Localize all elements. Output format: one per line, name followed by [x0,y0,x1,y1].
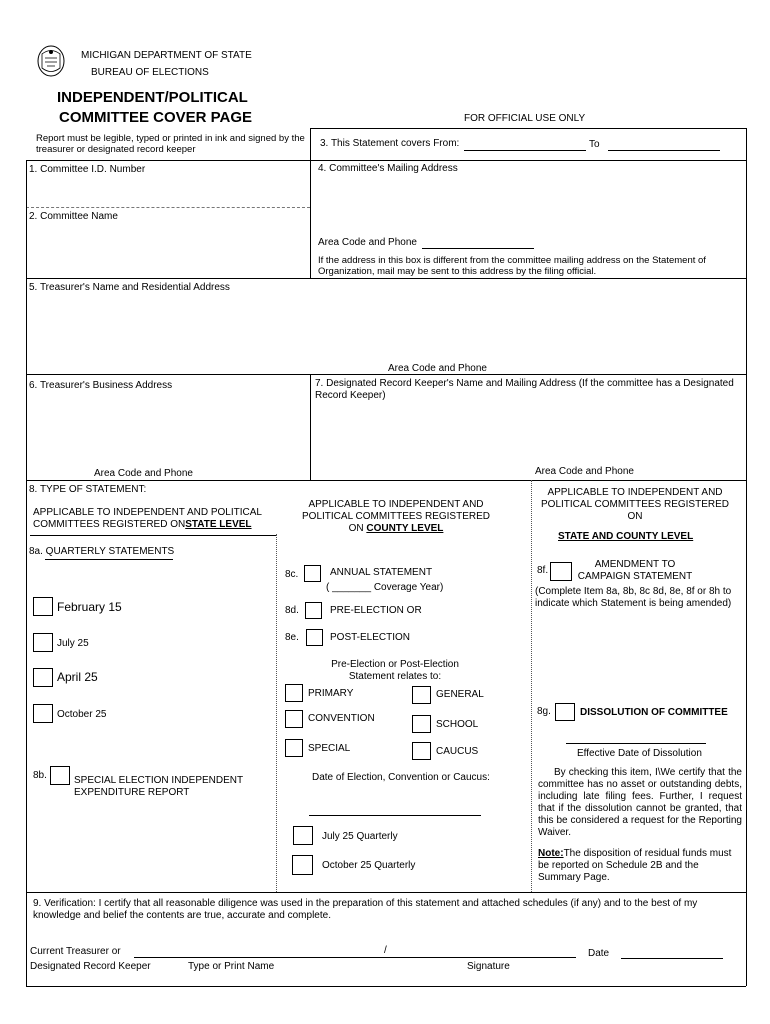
caucus-checkbox[interactable] [412,742,431,760]
amendment-label: AMENDMENT TO CAMPAIGN STATEMENT [577,559,693,582]
county-level-emphasis: COUNTY LEVEL [366,523,444,534]
caucus-label: CAUCUS [436,746,479,757]
state-level-text: APPLICABLE TO INDEPENDENT AND POLITICAL COMMITTEES REGISTERED ON [33,507,262,530]
type-print-name-label: Type or Print Name [188,961,275,972]
covers-from-field[interactable] [464,150,586,151]
grid-line [26,160,746,161]
item-8e-number: 8e. [285,632,299,643]
convention-checkbox[interactable] [285,710,303,728]
grid-line [26,986,746,987]
election-date-label: Date of Election, Convention or Caucus: [312,772,490,783]
address-note: If the address in this box is different from the committee mailing address on the Statement of Organization, mail may be sent to this address by the filing official. [318,255,706,278]
signature-date-field[interactable] [621,958,723,959]
special-election-label: SPECIAL ELECTION INDEPENDENT EXPENDITURE REPORT [74,775,243,798]
dissolution-certification: By checking this item, I\We certify that the committee has no asset or outstanding debts, including late filing fees. Further, I request that if the dissolution cannot be granted, that this be considered a request for the Reporting Waiver. [538,767,742,838]
covers-to-label: To [589,139,600,150]
form-title-line2: COMMITTEE COVER PAGE [59,109,253,126]
primary-checkbox[interactable] [285,684,303,702]
item-8c-number: 8c. [285,569,299,580]
note-text: The disposition of residual funds must be reported on Schedule 2B and the Summary Page. [538,848,732,883]
dissolution-date-label: Effective Date of Dissolution [577,748,702,759]
official-use-label: FOR OFFICIAL USE ONLY [464,113,586,124]
item-8d-number: 8d. [285,605,299,616]
item-8f-number: 8f. [537,565,549,576]
grid-line [276,534,277,892]
post-election-checkbox[interactable] [306,629,323,646]
october-25-label: October 25 [57,709,107,720]
convention-label: CONVENTION [308,713,375,724]
dissolution-date-field[interactable] [566,743,706,744]
july-25-checkbox[interactable] [33,633,53,652]
amendment-note: (Complete Item 8a, 8b, 8c 8d, 8e, 8f or 8h to indicate which Statement is being amended) [535,586,732,609]
mailing-address-label: 4. Committee's Mailing Address [318,163,458,174]
covers-to-field[interactable] [608,150,720,151]
grid-line [26,374,746,375]
grid-line [26,892,746,893]
school-checkbox[interactable] [412,715,431,733]
school-label: SCHOOL [436,719,479,730]
form-title-line1: INDEPENDENT/POLITICAL [57,89,248,106]
general-label: GENERAL [436,689,484,700]
special-label: SPECIAL [308,743,351,754]
treasurer-business-label: 6. Treasurer's Business Address [29,380,173,391]
july-25-quarterly-checkbox[interactable] [293,826,313,845]
statement-type-label: 8. TYPE OF STATEMENT: [29,484,147,495]
pre-election-label: PRE-ELECTION OR [330,605,422,616]
grid-line [310,128,746,129]
note-label: Note: [538,848,564,859]
bureau-name: BUREAU OF ELECTIONS [91,67,209,78]
treasurer-line1-label: Current Treasurer or [30,946,121,957]
verification-text: 9. Verification: I certify that all reasonable diligence was used in the preparation of this statement and attached schedules (if any) and to the best of my knowledge and belief the contents are true, accurate and complete. [33,898,698,921]
coverage-year-field[interactable]: ( _______ Coverage Year) [326,582,444,593]
october-25-checkbox[interactable] [33,704,53,723]
treasurer-business-field[interactable] [30,394,306,462]
grid-line [310,374,311,480]
section-divider [30,535,276,536]
quarterly-statements-label: 8a. QUARTERLY STATEMENTS [29,546,175,557]
covers-from-label: 3. This Statement covers From: [320,138,460,149]
special-election-checkbox[interactable] [50,766,70,785]
february-15-checkbox[interactable] [33,597,53,616]
february-15-label: February 15 [57,600,122,614]
treasurer-residential-label: 5. Treasurer's Name and Residential Address [29,282,230,293]
state-seal-logo [36,44,66,78]
april-25-label: April 25 [57,670,98,684]
grid-line [26,278,746,279]
april-25-checkbox[interactable] [33,668,53,687]
dissolution-checkbox[interactable] [555,703,575,721]
amendment-checkbox[interactable] [550,562,572,581]
item-8b-number: 8b. [33,770,47,781]
quarterly-underline [45,559,173,560]
area-code-phone-label: Area Code and Phone [94,468,193,479]
october-25-quarterly-label: October 25 Quarterly [322,860,416,871]
election-date-field[interactable] [309,815,481,816]
relates-to-label: Pre-Election or Post-Election Statement relates to: [331,659,459,682]
department-name: MICHIGAN DEPARTMENT OF STATE [81,50,252,61]
dissolution-label: DISSOLUTION OF COMMITTEE [580,707,728,718]
post-election-label: POST-ELECTION [330,632,411,643]
signature-divider: / [384,945,387,956]
county-level-text: APPLICABLE TO INDEPENDENT AND POLITICAL COMMITTEES REGISTERED ON [302,499,490,534]
legibility-instructions: Report must be legible, typed or printed in ink and signed by the treasurer or designated record keeper [36,133,305,156]
primary-label: PRIMARY [308,688,354,699]
record-keeper-label: 7. Designated Record Keeper's Name and Mailing Address (If the committee has a Designated Record Keeper) [315,378,734,401]
grid-line [310,128,311,278]
annual-statement-label: ANNUAL STATEMENT [330,567,433,578]
grid-line [531,480,532,892]
treasurer-residential-field[interactable] [30,296,742,358]
general-checkbox[interactable] [412,686,431,704]
treasurer-name-field[interactable] [134,957,576,958]
july-25-label: July 25 [57,638,89,649]
record-keeper-field[interactable] [316,404,742,462]
mailing-phone-field[interactable] [422,248,534,249]
residual-funds-note [538,848,743,884]
committee-name-label: 2. Committee Name [29,211,118,222]
special-checkbox[interactable] [285,739,303,757]
committee-id-label: 1. Committee I.D. Number [29,164,146,175]
october-25-quarterly-checkbox[interactable] [292,855,313,875]
area-code-phone-label: Area Code and Phone [388,363,487,374]
july-25-quarterly-label: July 25 Quarterly [322,831,398,842]
area-code-phone-label: Area Code and Phone [318,237,417,248]
annual-statement-checkbox[interactable] [304,565,321,582]
grid-line [26,160,27,986]
grid-line [26,480,746,481]
state-level-emphasis: STATE LEVEL [185,519,252,530]
treasurer-line2-label: Designated Record Keeper [30,961,151,972]
state-county-heading: APPLICABLE TO INDEPENDENT AND POLITICAL COMMITTEES REGISTERED ON [541,487,729,522]
state-county-emphasis: STATE AND COUNTY LEVEL [558,531,694,542]
grid-line [26,207,310,208]
item-8g-number: 8g. [537,706,551,717]
county-level-heading [296,499,496,535]
date-label: Date [588,948,610,959]
committee-name-field[interactable] [30,225,306,275]
grid-line [746,128,747,986]
area-code-phone-label: Area Code and Phone [535,466,634,477]
signature-label: Signature [467,961,510,972]
mailing-address-field[interactable] [316,177,742,233]
committee-id-field[interactable] [30,178,306,204]
state-level-heading [33,507,273,531]
pre-election-checkbox[interactable] [305,602,322,619]
